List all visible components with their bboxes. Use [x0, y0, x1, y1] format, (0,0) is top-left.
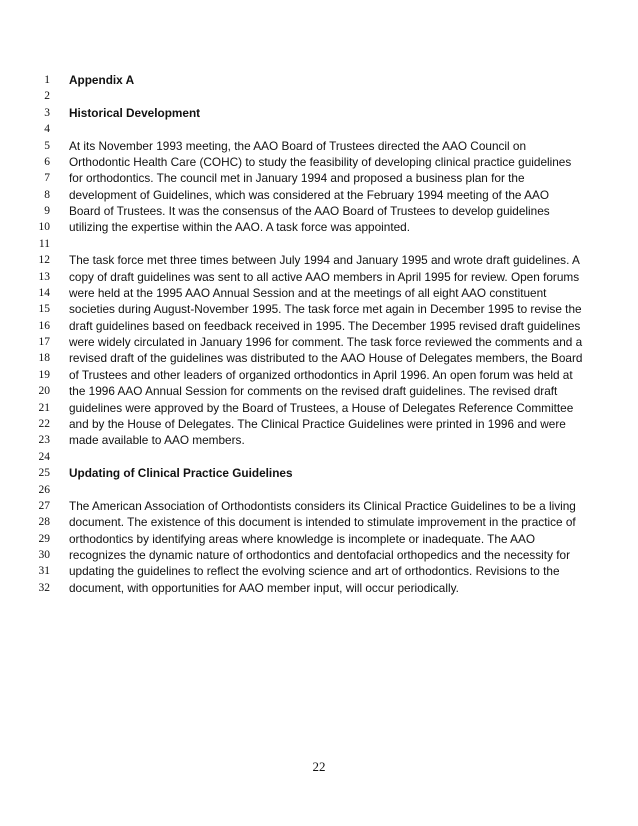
line-number: 29 — [38, 532, 50, 545]
document-line — [0, 219, 638, 236]
body-text: draft guidelines based on feedback received in 1995. The December 1995 revised draft guidelines — [69, 318, 581, 333]
document-line — [0, 563, 638, 580]
body-text: were widely circulated in January 1996 for comment. The task force reviewed the comments and a — [69, 335, 583, 350]
line-number: 31 — [38, 565, 50, 578]
document-line — [0, 301, 638, 318]
body-text: made available to AAO members. — [69, 433, 245, 448]
document-line — [0, 547, 638, 564]
line-number: 18 — [38, 352, 50, 365]
document-line — [0, 400, 638, 417]
document-line — [0, 482, 638, 499]
document-line — [0, 580, 638, 597]
document-line — [0, 416, 638, 433]
document-line — [0, 236, 638, 253]
line-number: 27 — [38, 499, 50, 512]
line-number: 3 — [44, 106, 50, 119]
body-text: The American Association of Orthodontists considers its Clinical Practice Guidelines to be a living — [69, 498, 576, 513]
body-text: copy of draft guidelines was sent to all active AAO members in April 1995 for review. Open forums — [69, 269, 580, 284]
line-number: 16 — [38, 319, 50, 332]
body-text: were held at the 1995 AAO Annual Session and at the meetings of all eight AAO constituent — [69, 285, 547, 300]
document-line — [0, 531, 638, 548]
document-line — [0, 514, 638, 531]
section-heading: Updating of Clinical Practice Guidelines — [69, 466, 293, 481]
document-line — [0, 449, 638, 466]
body-text: utilizing the expertise within the AAO. A task force was appointed. — [69, 220, 410, 235]
section-heading: Appendix A — [69, 73, 135, 87]
document-line — [0, 350, 638, 367]
body-text: document. The existence of this document is intended to stimulate improvement in the practice of — [69, 515, 576, 530]
document-line — [0, 334, 638, 351]
document-line — [0, 105, 638, 122]
document-line — [0, 72, 638, 89]
document-line — [0, 170, 638, 187]
body-text: orthodontics by identifying areas where knowledge is incomplete or inadequate. The AAO — [69, 531, 536, 546]
page-number: 22 — [312, 759, 326, 774]
body-text: Orthodontic Health Care (COHC) to study the feasibility of developing clinical practice guidelines — [69, 154, 572, 169]
line-number: 15 — [38, 303, 50, 316]
line-number: 10 — [38, 221, 50, 234]
line-number: 8 — [44, 188, 50, 201]
line-number: 25 — [38, 467, 50, 480]
document-line — [0, 203, 638, 220]
body-text: recognizes the dynamic nature of orthodontics and dentofacial orthopedics and the necessity for — [69, 548, 571, 563]
body-text: document, with opportunities for AAO member input, will occur periodically. — [69, 580, 459, 595]
line-number: 24 — [38, 450, 50, 463]
document-line — [0, 498, 638, 515]
document-line — [0, 383, 638, 400]
body-text: The task force met three times between July 1994 and January 1995 and wrote draft guidelines. A — [69, 253, 580, 268]
line-number: 5 — [44, 139, 50, 152]
line-number: 13 — [38, 270, 50, 283]
line-number: 6 — [44, 155, 50, 168]
line-number: 17 — [38, 336, 50, 349]
body-text: revised draft of the guidelines was distributed to the AAO House of Delegates members, the Board — [69, 351, 583, 366]
body-text: development of Guidelines, which was considered at the February 1994 meeting of the AAO — [69, 187, 550, 202]
line-number: 20 — [38, 385, 50, 398]
document-line — [0, 187, 638, 204]
line-number: 26 — [38, 483, 50, 496]
body-text: for orthodontics. The council met in January 1994 and proposed a business plan for the — [69, 171, 525, 186]
document-line — [0, 367, 638, 384]
line-number: 22 — [38, 417, 50, 430]
body-text: societies during August-November 1995. The task force met again in December 1995 to revise the — [69, 302, 582, 317]
body-text: of Trustees and other leaders of organized orthodontics in April 1996. An open forum was held at — [69, 367, 573, 382]
line-number: 32 — [38, 581, 50, 594]
document-line — [0, 138, 638, 155]
line-number: 19 — [38, 368, 50, 381]
document-line — [0, 465, 638, 482]
document-line — [0, 269, 638, 286]
document-line — [0, 432, 638, 449]
document-line — [0, 154, 638, 171]
line-number: 28 — [38, 516, 50, 529]
body-text: At its November 1993 meeting, the AAO Board of Trustees directed the AAO Council on — [69, 138, 527, 153]
line-number: 4 — [44, 123, 50, 136]
body-text: Board of Trustees. It was the consensus of the AAO Board of Trustees to develop guidelines — [69, 204, 550, 219]
line-number: 14 — [38, 286, 50, 299]
document-line — [0, 252, 638, 269]
line-number: 7 — [44, 172, 50, 185]
line-number: 2 — [44, 90, 50, 103]
document-line — [0, 318, 638, 335]
body-text: updating the guidelines to reflect the evolving science and art of orthodontics. Revisions to the — [69, 564, 560, 579]
line-number: 12 — [38, 254, 50, 267]
document-line — [0, 88, 638, 105]
line-number: 11 — [38, 237, 50, 250]
line-number: 9 — [44, 205, 50, 218]
line-number: 21 — [38, 401, 50, 414]
document-line — [0, 285, 638, 302]
line-number: 30 — [38, 549, 50, 562]
line-number: 23 — [38, 434, 50, 447]
body-text: and by the House of Delegates. The Clinical Practice Guidelines were printed in 1996 and were — [69, 416, 566, 431]
line-number: 1 — [44, 74, 50, 86]
document-line — [0, 121, 638, 138]
body-text: guidelines were approved by the Board of Trustees, a House of Delegates Reference Committee — [69, 400, 574, 415]
section-heading: Historical Development — [69, 105, 201, 120]
body-text: the 1996 AAO Annual Session for comments on the revised draft guidelines. The revised draft — [69, 384, 558, 399]
